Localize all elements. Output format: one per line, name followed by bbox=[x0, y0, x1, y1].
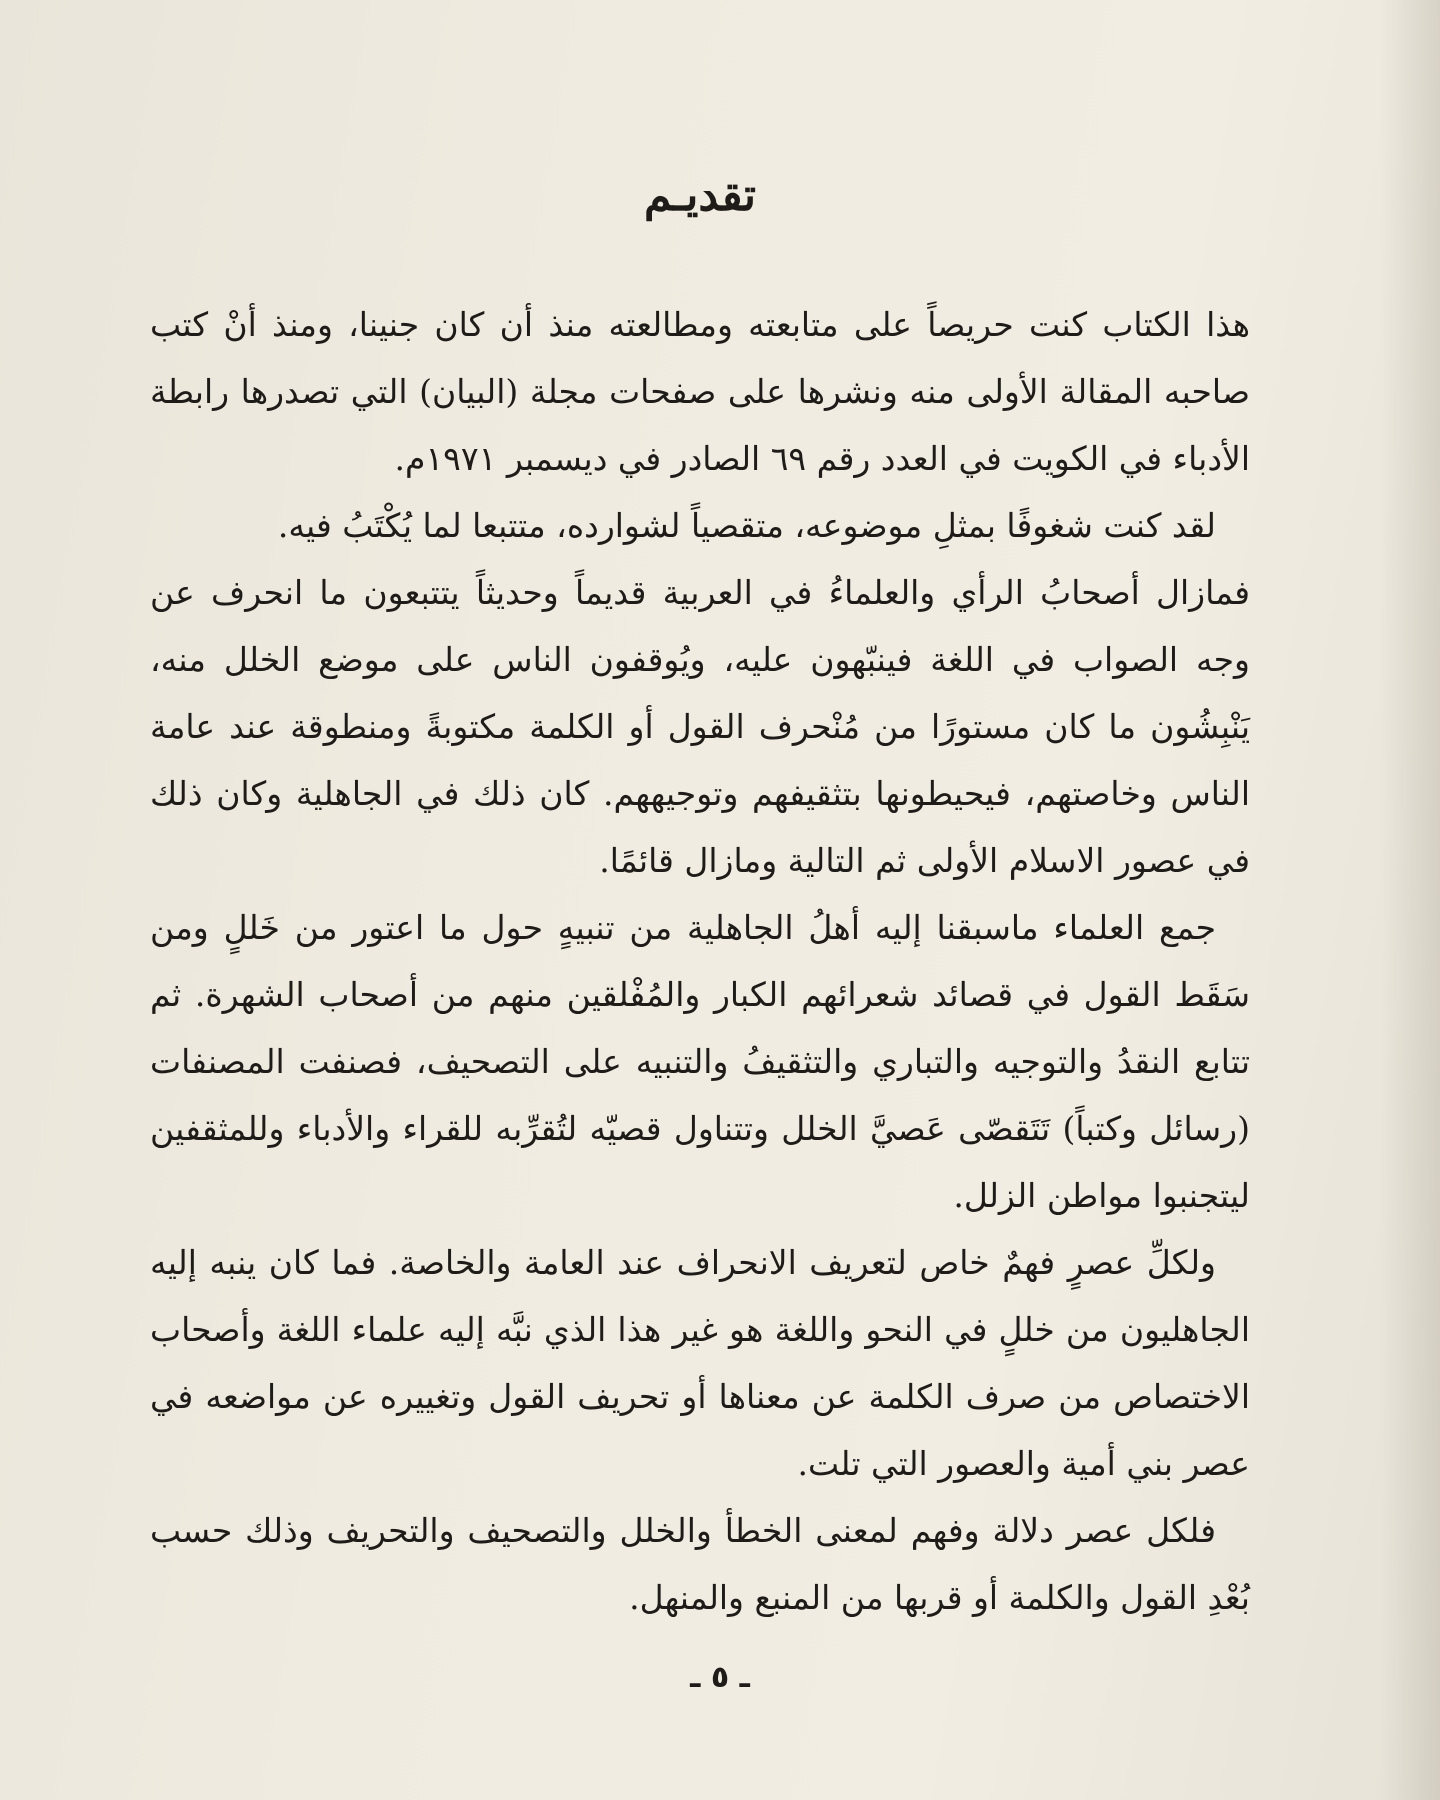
page-spine-shadow bbox=[1380, 0, 1440, 1800]
paragraph-5: ولكلِّ عصرٍ فهمٌ خاص لتعريف الانحراف عند العامة والخاصة. فما كان ينبه إليه الجاهليون من خللٍ في النحو واللغة هو غير هذا الذي نبَّه إليه علماء اللغة وأصحاب الاختصاص من صرف الكلمة عن معناها أو تحريف القول وتغييره عن مواضعه في عصر بني أمية والعصور التي تلت. bbox=[150, 1243, 1250, 1483]
paragraph-6: فلكل عصر دلالة وفهم لمعنى الخطأ والخلل والتصحيف والتحريف وذلك حسب بُعْدِ القول والكلمة أو قربها من المنبع والمنهل. bbox=[150, 1511, 1250, 1617]
page-number: ـ ٥ ـ bbox=[690, 1660, 750, 1695]
page-title: تقديـم bbox=[643, 170, 757, 221]
paragraph-1: هذا الكتاب كنت حريصاً على متابعته ومطالعته منذ أن كان جنينا، ومنذ أنْ كتب صاحبه المقالة الأولى منه ونشرها على صفحات مجلة (البيان) التي تصدرها رابطة الأدباء في الكويت في العدد رقم ٦٩ الصادر في ديسمبر ١٩٧١م. bbox=[150, 305, 1250, 478]
paragraph-2: لقد كنت شغوفًا بمثلِ موضوعه، متقصياً لشوارده، متتبعا لما يُكْتَبُ فيه. bbox=[277, 506, 1216, 545]
page-content bbox=[150, 150, 1250, 1631]
paragraph-3: فمازال أصحابُ الرأي والعلماءُ في العربية قديماً وحديثاً يتتبعون ما انحرف عن وجه الصواب في اللغة فينبّهون عليه، ويُوقفون الناس على موضع الخلل منه، يَنْبِشُون ما كان مستورًا من مُنْحرف القول أو الكلمة مكتوبةً ومنطوقة عند عامة الناس وخاصتهم، فيحيطونها بتثقيفهم وتوجيههم. كان ذلك في الجاهلية وكان ذلك في عصور الاسلام الأولى ثم التالية ومازال قائمًا. bbox=[150, 573, 1250, 880]
paragraph-4: جمع العلماء ماسبقنا إليه أهلُ الجاهلية من تنبيهٍ حول ما اعتور من خَللٍ ومن سَقَط القول في قصائد شعرائهم الكبار والمُفْلقين منهم من أصحاب الشهرة. ثم تتابع النقدُ والتوجيه والتباري والتثقيفُ والتنبيه على التصحيف، فصنفت المصنفات (رسائل وكتباً) تَتَقصّى عَصيَّ الخلل وتتناول قصيّه لتُقرِّبه للقراء والأدباء وللمثقفين ليتجنبوا مواطن الزلل. bbox=[150, 908, 1250, 1215]
